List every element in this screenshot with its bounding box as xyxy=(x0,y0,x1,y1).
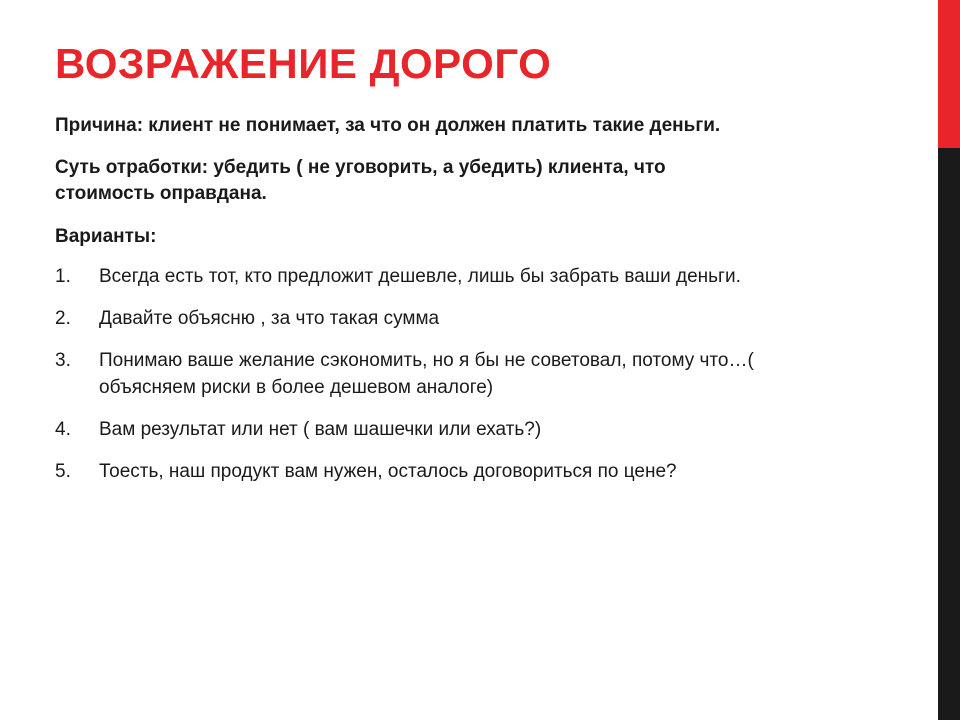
list-item: Давайте объясню , за что такая сумма xyxy=(99,307,440,329)
variants-label: Варианты: xyxy=(55,225,157,247)
page-title: ВОЗРАЖЕНИЕ ДОРОГО xyxy=(55,40,552,87)
essence-text: Суть отработки: убедить ( не уговорить, а убедить) клиента, что стоимость оправдана. xyxy=(55,157,666,205)
accent-bar-black xyxy=(938,148,960,720)
list-item: Тоесть, наш продукт вам нужен, осталось договориться по цене? xyxy=(99,460,677,482)
list-item: Всегда есть тот, кто предложит дешевле, лишь бы забрать ваши деньги. xyxy=(99,265,741,287)
variants-list xyxy=(55,264,845,486)
slide-content xyxy=(55,40,845,501)
list-item: Понимаю ваше желание сэкономить, но я бы не советовал, потому что…( объясняем риски в более дешевом аналоге) xyxy=(99,349,754,398)
reason-text: Причина: клиент не понимает, за что он должен платить такие деньги. xyxy=(55,115,721,137)
list-item: Вам результат или нет ( вам шашечки или ехать?) xyxy=(99,418,542,440)
accent-bar-red xyxy=(938,0,960,148)
